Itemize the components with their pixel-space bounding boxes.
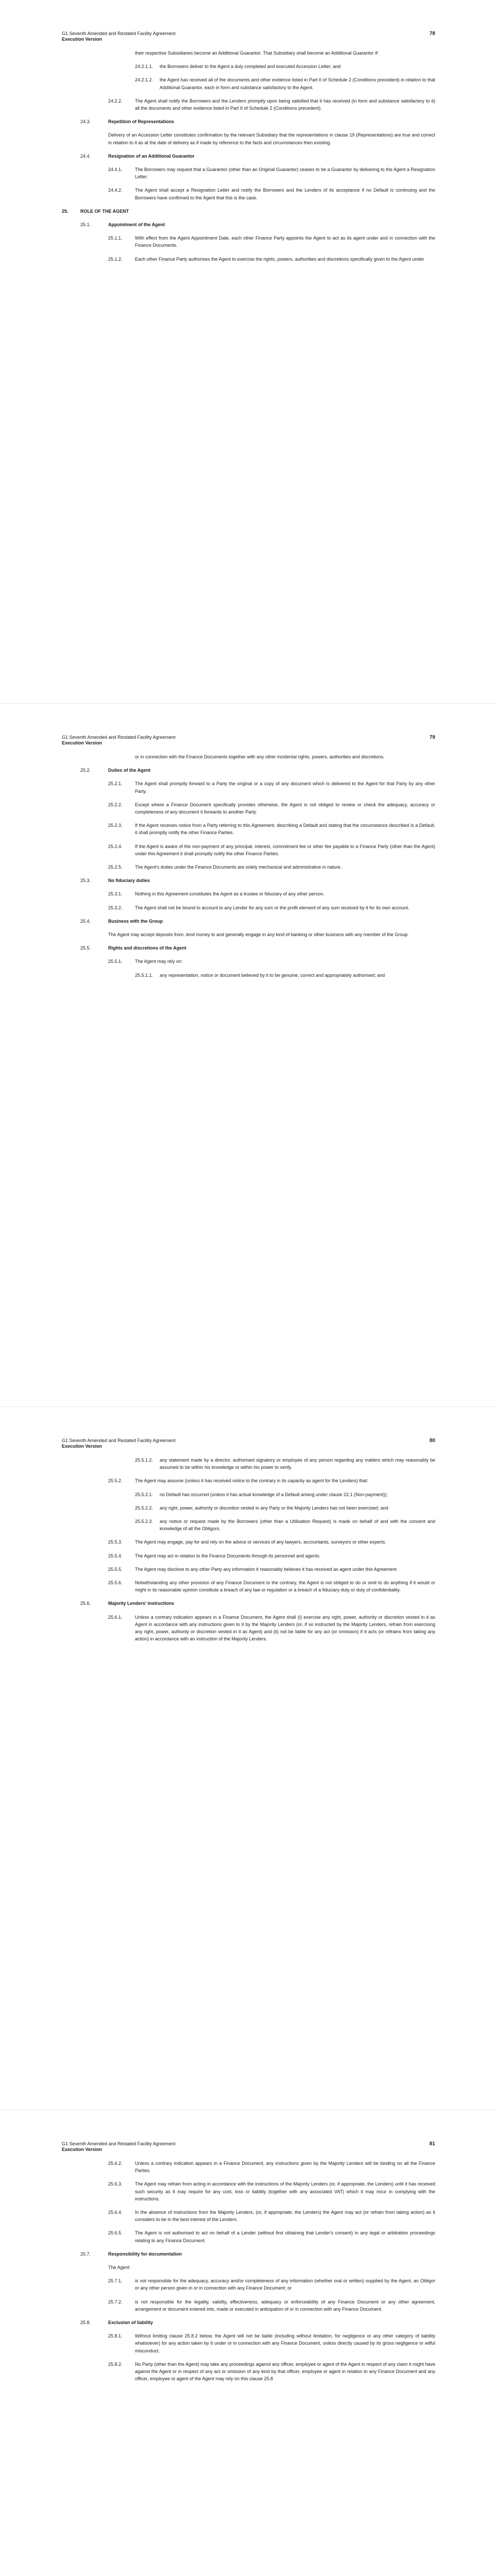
clause [108, 822, 435, 836]
clause-number: 25.2.4. [108, 843, 123, 849]
clause-text: The Agent may assume (unless it has received notice to the contrary in its capacity as agent for the Lenders) that: [135, 1478, 368, 1484]
clause-number: 25.5.2.2. [135, 1505, 153, 1511]
version-label: Execution Version [62, 1444, 102, 1449]
clause-title: Responsibility for documentation [108, 2251, 182, 2257]
paragraph: The Agent may accept deposits from, lend money to and generally engage in any kind of banking or other business with any member of the Group. [108, 932, 409, 938]
clause-heading [80, 2319, 435, 2326]
paragraph: their respective Subsidiaries become an Additional Guarantor. That Subsidiary shall become an Additional Guarantor if: [135, 50, 379, 56]
clause-number: 25.1. [80, 222, 91, 228]
page-body [62, 2160, 435, 2382]
clause-number: 24.2.1.1. [135, 64, 153, 70]
clause [135, 1504, 435, 1512]
clause [108, 2277, 435, 2292]
clause [108, 1579, 435, 1594]
page-header [62, 1438, 435, 1449]
clause-number: 24.4. [80, 153, 91, 159]
clause [108, 890, 435, 897]
clause-text: Each other Finance Party authorises the Agent to exercise the rights, powers, authorities and discretions specifically given to the Agent under [135, 256, 424, 262]
clause-number: 25.3. [80, 878, 91, 884]
clause-heading [80, 877, 435, 884]
page-number: 78 [429, 31, 435, 37]
clause-heading [80, 2250, 435, 2258]
clause-text: the Borrowers deliver to the Agent a duly completed and executed Accession Letter; and [160, 64, 341, 70]
clause-title: Rights and discretions of the Agent [108, 945, 186, 951]
clause-text: Without limiting clause 25.8.2 below, the Agent will not be liable (including without limitation, for negligence or any other category of liability whatsoever) for any action taken by it under or in connection with any Finance Document, unless directly caused by its gross negligence or wilful misconduct. [135, 2333, 435, 2353]
clause-text: The Agent shall not be bound to account to any Lender for any sum or the profit element of any sum received by it for its own account. [135, 905, 409, 910]
page-body [62, 1456, 435, 1642]
page [0, 1406, 497, 2110]
clause [108, 2361, 435, 2383]
clause [108, 97, 435, 112]
clause [108, 2209, 435, 2223]
clause-text: Unless a contrary indication appears in a Finance Document, the Agent shall (i) exercise any right, power, authority or discretion vested in it as Agent in accordance with any instructions given to it by the Majority Lenders (or, if so instructed by the Majority Lenders, refrain from exercising any right, power, authority or discretion vested in it as Agent) and (ii) not be liable for any act (or omission) if it acts (or refrains from taking any action) in accordance with an instruction of the Majority Lenders. [135, 1614, 435, 1642]
clause-text: is not responsible for the adequacy, accuracy and/or completeness of any information (whether oral or written) supplied by the Agent, an Obligor or any other person given in or in connection with any Finance Document; or [135, 2278, 435, 2291]
clause-text: In the absence of instructions from the Majority Lenders, (or, if appropriate, the Lenders) the Agent may act (or refrain from taking action) as it considers to be in the best interest of the Lenders. [135, 2210, 435, 2223]
page-number: 79 [429, 735, 435, 740]
clause [108, 2298, 435, 2313]
clause-text: the Agent has received all of the documents and other evidence listed in Part II of Schedule 2 (Conditions precedent) in relation to that Additional Guarantor, each in form and substance satisfactory to the Agent. [160, 77, 435, 90]
clause-text: any notice or request made by the Borrowers (other than a Utilisation Request) is made on behalf of and with the consent and knowledge of all the Obligors. [160, 1519, 435, 1532]
clause [135, 1491, 435, 1498]
paragraph: or in connection with the Finance Documents together with any other incidental rights, powers, authorities and discretions. [135, 754, 385, 759]
clause [108, 1566, 435, 1573]
version-label: Execution Version [62, 740, 102, 745]
clause-text: is not responsible for the legality, validity, effectiveness, adequacy or enforceability of any Finance Document or any other agreement, arrangement or document entered into, made or executed in anticipation of or in connection with any Finance Document. [135, 2299, 435, 2312]
clause-number: 25.1.2. [108, 256, 123, 262]
clause-title: Business with the Group [108, 918, 163, 924]
page [0, 2110, 497, 2576]
clause-heading [80, 1600, 435, 1607]
clause-number: 24.3. [80, 119, 91, 125]
clause-number: 25.5.1.1. [135, 972, 153, 978]
clause [108, 1538, 435, 1546]
clause-text: The Agent may disclose to any other Party any information it reasonably believes it has received as agent under this Agreement. [135, 1566, 398, 1572]
clause [108, 2332, 435, 2354]
clause [135, 76, 435, 91]
clause-number: 25.4. [80, 918, 91, 924]
clause-number: 24.4.1. [108, 167, 123, 173]
clause-number: 25.7.1. [108, 2278, 123, 2284]
clause-number: 25.8.1. [108, 2333, 123, 2339]
clause [108, 863, 435, 871]
clause [135, 63, 435, 70]
clause-text: No Party (other than the Agent) may take any proceedings against any officer, employee or agent of the Agent in respect of any claim it might have against the Agent or in respect of any act or omission of any kind by that officer, employee or agent in relation to any Finance Document and any officer, employee or agent of the Agent may rely on this clause 25.8 [135, 2361, 435, 2382]
clause-text: The Agent may engage, pay for and rely on the advice or services of any lawyers, accountants, surveyors or other experts. [135, 1539, 386, 1545]
clause-number: 25.7. [80, 2251, 91, 2257]
clause [108, 801, 435, 816]
page [0, 0, 497, 703]
clause-number: 25.5.2.3. [135, 1519, 153, 1524]
clause-title: Majority Lenders' instructions [108, 1601, 175, 1606]
clause [108, 1477, 435, 1484]
clause-heading [62, 208, 435, 215]
page-header [62, 735, 435, 746]
clause [108, 187, 435, 201]
clause-heading [80, 944, 435, 952]
clause-number: 25.6.5. [108, 2230, 123, 2236]
clause-heading [80, 767, 435, 774]
clause-text: The Agent may rely on: [135, 959, 183, 964]
page [0, 703, 497, 1406]
clause-text: The Agent shall notify the Borrowers and the Lenders promptly upon being satisfied that it has received (in form and substance satisfactory to it) all the documents and other evidence listed in Part II of Schedule 2 (Conditions precedent). [135, 98, 435, 111]
page-body [62, 49, 435, 263]
clause-title: Appointment of the Agent [108, 222, 165, 228]
document-title: G1 Seventh Amended and Restated Facility Agreement [62, 2141, 176, 2146]
clause [135, 972, 435, 979]
clause-title: No fiduciary duties [108, 878, 150, 884]
clause [135, 1456, 435, 1471]
version-label: Execution Version [62, 2147, 102, 2152]
clause-number: 24.2.2. [108, 98, 123, 104]
clause-number: 25.3.2. [108, 905, 123, 910]
clause-heading [80, 118, 435, 125]
clause-text: Nothing in this Agreement constitutes the Agent as a trustee or fiduciary of any other person. [135, 891, 324, 897]
clause [108, 234, 435, 249]
clause [108, 2229, 435, 2244]
clause-text: Notwithstanding any other provision of any Finance Document to the contrary, the Agent is not obliged to do or omit to do anything if it would or might in its reasonable opinion constitute a breach of any law or regulation or a breach of a fiduciary duty or duty of confidentiality. [135, 1580, 435, 1593]
clause [108, 958, 435, 965]
clause-number: 25.5. [80, 945, 91, 951]
clause-number: 25.1.1. [108, 235, 123, 241]
clause [135, 1518, 435, 1532]
clause-text: Except where a Finance Document specifically provides otherwise, the Agent is not obliged to review or check the adequacy, accuracy or completeness of any document it forwards to another Party. [135, 802, 435, 815]
clause-text: The Agent is not authorised to act on behalf of a Lender (without first obtaining that Lender's consent) in any legal or arbitration proceedings relating to any Finance Document. [135, 2230, 435, 2243]
clause-text: The Borrowers may request that a Guarantor (other than an Original Guarantor) ceases to be a Guarantor by delivering to the Agent a Resignation Letter. [135, 167, 435, 180]
clause [108, 1552, 435, 1560]
clause-number: 25.3.1. [108, 891, 123, 897]
clause-title: Exclusion of liability [108, 2320, 153, 2326]
clause-number: 25.2.2. [108, 802, 123, 807]
clause-number: 25.7.2. [108, 2299, 123, 2304]
document-title: G1 Seventh Amended and Restated Facility Agreement [62, 735, 176, 740]
clause-heading [80, 918, 435, 925]
clause-heading [80, 221, 435, 228]
clause-number: 25.5.2. [108, 1478, 123, 1484]
clause [108, 2160, 435, 2174]
clause-number: 25.5.1. [108, 959, 123, 964]
clause-number: 24.4.2. [108, 188, 123, 193]
clause-text: With effect from the Agent Appointment Date, each other Finance Party appoints the Agent to act as its agent under and in connection with the Finance Documents. [135, 235, 435, 248]
clause-title: Resignation of an Additional Guarantor [108, 153, 195, 159]
clause [108, 1614, 435, 1643]
clause-number: 25.5.4. [108, 1553, 123, 1558]
paragraph: The Agent: [108, 2265, 131, 2270]
clause-text: any representation, notice or document believed by it to be genuine, correct and appropriately authorised; and [160, 972, 385, 978]
clause-number: 25.5.2.1. [135, 1492, 153, 1497]
clause-text: The Agent's duties under the Finance Documents are solely mechanical and administrative in nature. [135, 865, 342, 870]
clause-title: ROLE OF THE AGENT [80, 208, 129, 214]
clause-number: 25.6.1. [108, 1614, 123, 1620]
clause-text: any right, power, authority or discretion vested in any Party or the Majority Lenders has not been exercised; and [160, 1505, 388, 1511]
clause-number: 25.8.2. [108, 2361, 123, 2367]
clause-text: If the Agent is aware of the non-payment of any principal, interest, commitment fee or other fee payable to a Finance Party (other than the Agent) under this Agreement it shall promptly notify the other Finance Parties. [135, 843, 435, 856]
clause-title: Repetition of Representations [108, 119, 175, 125]
clause [108, 904, 435, 911]
clause-number: 25.5.3. [108, 1539, 123, 1545]
clause-number: 25. [62, 208, 68, 214]
clause-number: 25.5.5. [108, 1566, 123, 1572]
clause-text: The Agent shall promptly forward to a Party the original or a copy of any document which is delivered to the Agent for that Party by any other Party. [135, 781, 435, 794]
clause [108, 780, 435, 794]
clause-text: Unless a contrary indication appears in a Finance Document, any instructions given by the Majority Lenders will be binding on all the Finance Parties. [135, 2161, 435, 2174]
clause-number: 24.2.1.2. [135, 77, 153, 83]
document-title: G1 Seventh Amended and Restated Facility Agreement [62, 31, 176, 36]
clause-text: any statement made by a director, authorised signatory or employee of any person regarding any matters which may reasonably be assumed to be within his knowledge or within his power to verify. [160, 1458, 435, 1470]
clause-text: If the Agent receives notice from a Party referring to this Agreement, describing a Default and stating that the circumstance described is a Default, it shall promptly notify the other Finance Parties. [135, 823, 435, 836]
clause-text: The Agent may refrain from acting in accordance with the instructions of the Majority Lenders (or, if appropriate, the Lenders) until it has received such security as it may require for any cost, loss or liability (together with any associated VAT) which it may incur in complying with the instructions. [135, 2181, 435, 2201]
clause-number: 25.2.5. [108, 865, 123, 870]
clause-number: 25.6. [80, 1601, 91, 1606]
clause-number: 25.2. [80, 768, 91, 773]
clause-text: The Agent shall accept a Resignation Letter and notify the Borrowers and the Lenders of its acceptance if no Default is continuing and the Borrowers have confirmed to the Agent that this is the case. [135, 188, 435, 200]
clause [108, 256, 435, 263]
page-header [62, 31, 435, 42]
clause-title: Duties of the Agent [108, 768, 151, 773]
page-number: 80 [429, 1438, 435, 1444]
document-title: G1 Seventh Amended and Restated Facility Agreement [62, 1438, 176, 1443]
page-body [62, 753, 435, 979]
clause-text: no Default has occurred (unless it has actual knowledge of a Default arising under clause 22.1 (Non-payment)); [160, 1492, 388, 1497]
page-number: 81 [429, 2141, 435, 2147]
clause-number: 25.6.4. [108, 2210, 123, 2215]
clause-number: 25.2.1. [108, 781, 123, 787]
clause-number: 25.5.1.2. [135, 1458, 153, 1463]
page-header [62, 2141, 435, 2153]
clause-number: 25.2.3. [108, 823, 123, 828]
clause [108, 166, 435, 180]
clause [108, 2180, 435, 2202]
clause-number: 25.5.6. [108, 1580, 123, 1586]
clause [108, 843, 435, 857]
paragraph: Delivery of an Accession Letter constitutes confirmation by the relevant Subsidiary that the representations in clause 19 (Representations) are true and correct in relation to it as at the date of delivery as if made by reference to the facts and circumstances then existing. [108, 132, 435, 145]
clause-number: 25.6.3. [108, 2181, 123, 2187]
clause-number: 25.8. [80, 2320, 91, 2326]
clause-heading [80, 152, 435, 160]
clause-text: The Agent may act in relation to the Finance Documents through its personnel and agents. [135, 1553, 321, 1558]
clause-number: 25.6.2. [108, 2161, 123, 2166]
version-label: Execution Version [62, 37, 102, 42]
